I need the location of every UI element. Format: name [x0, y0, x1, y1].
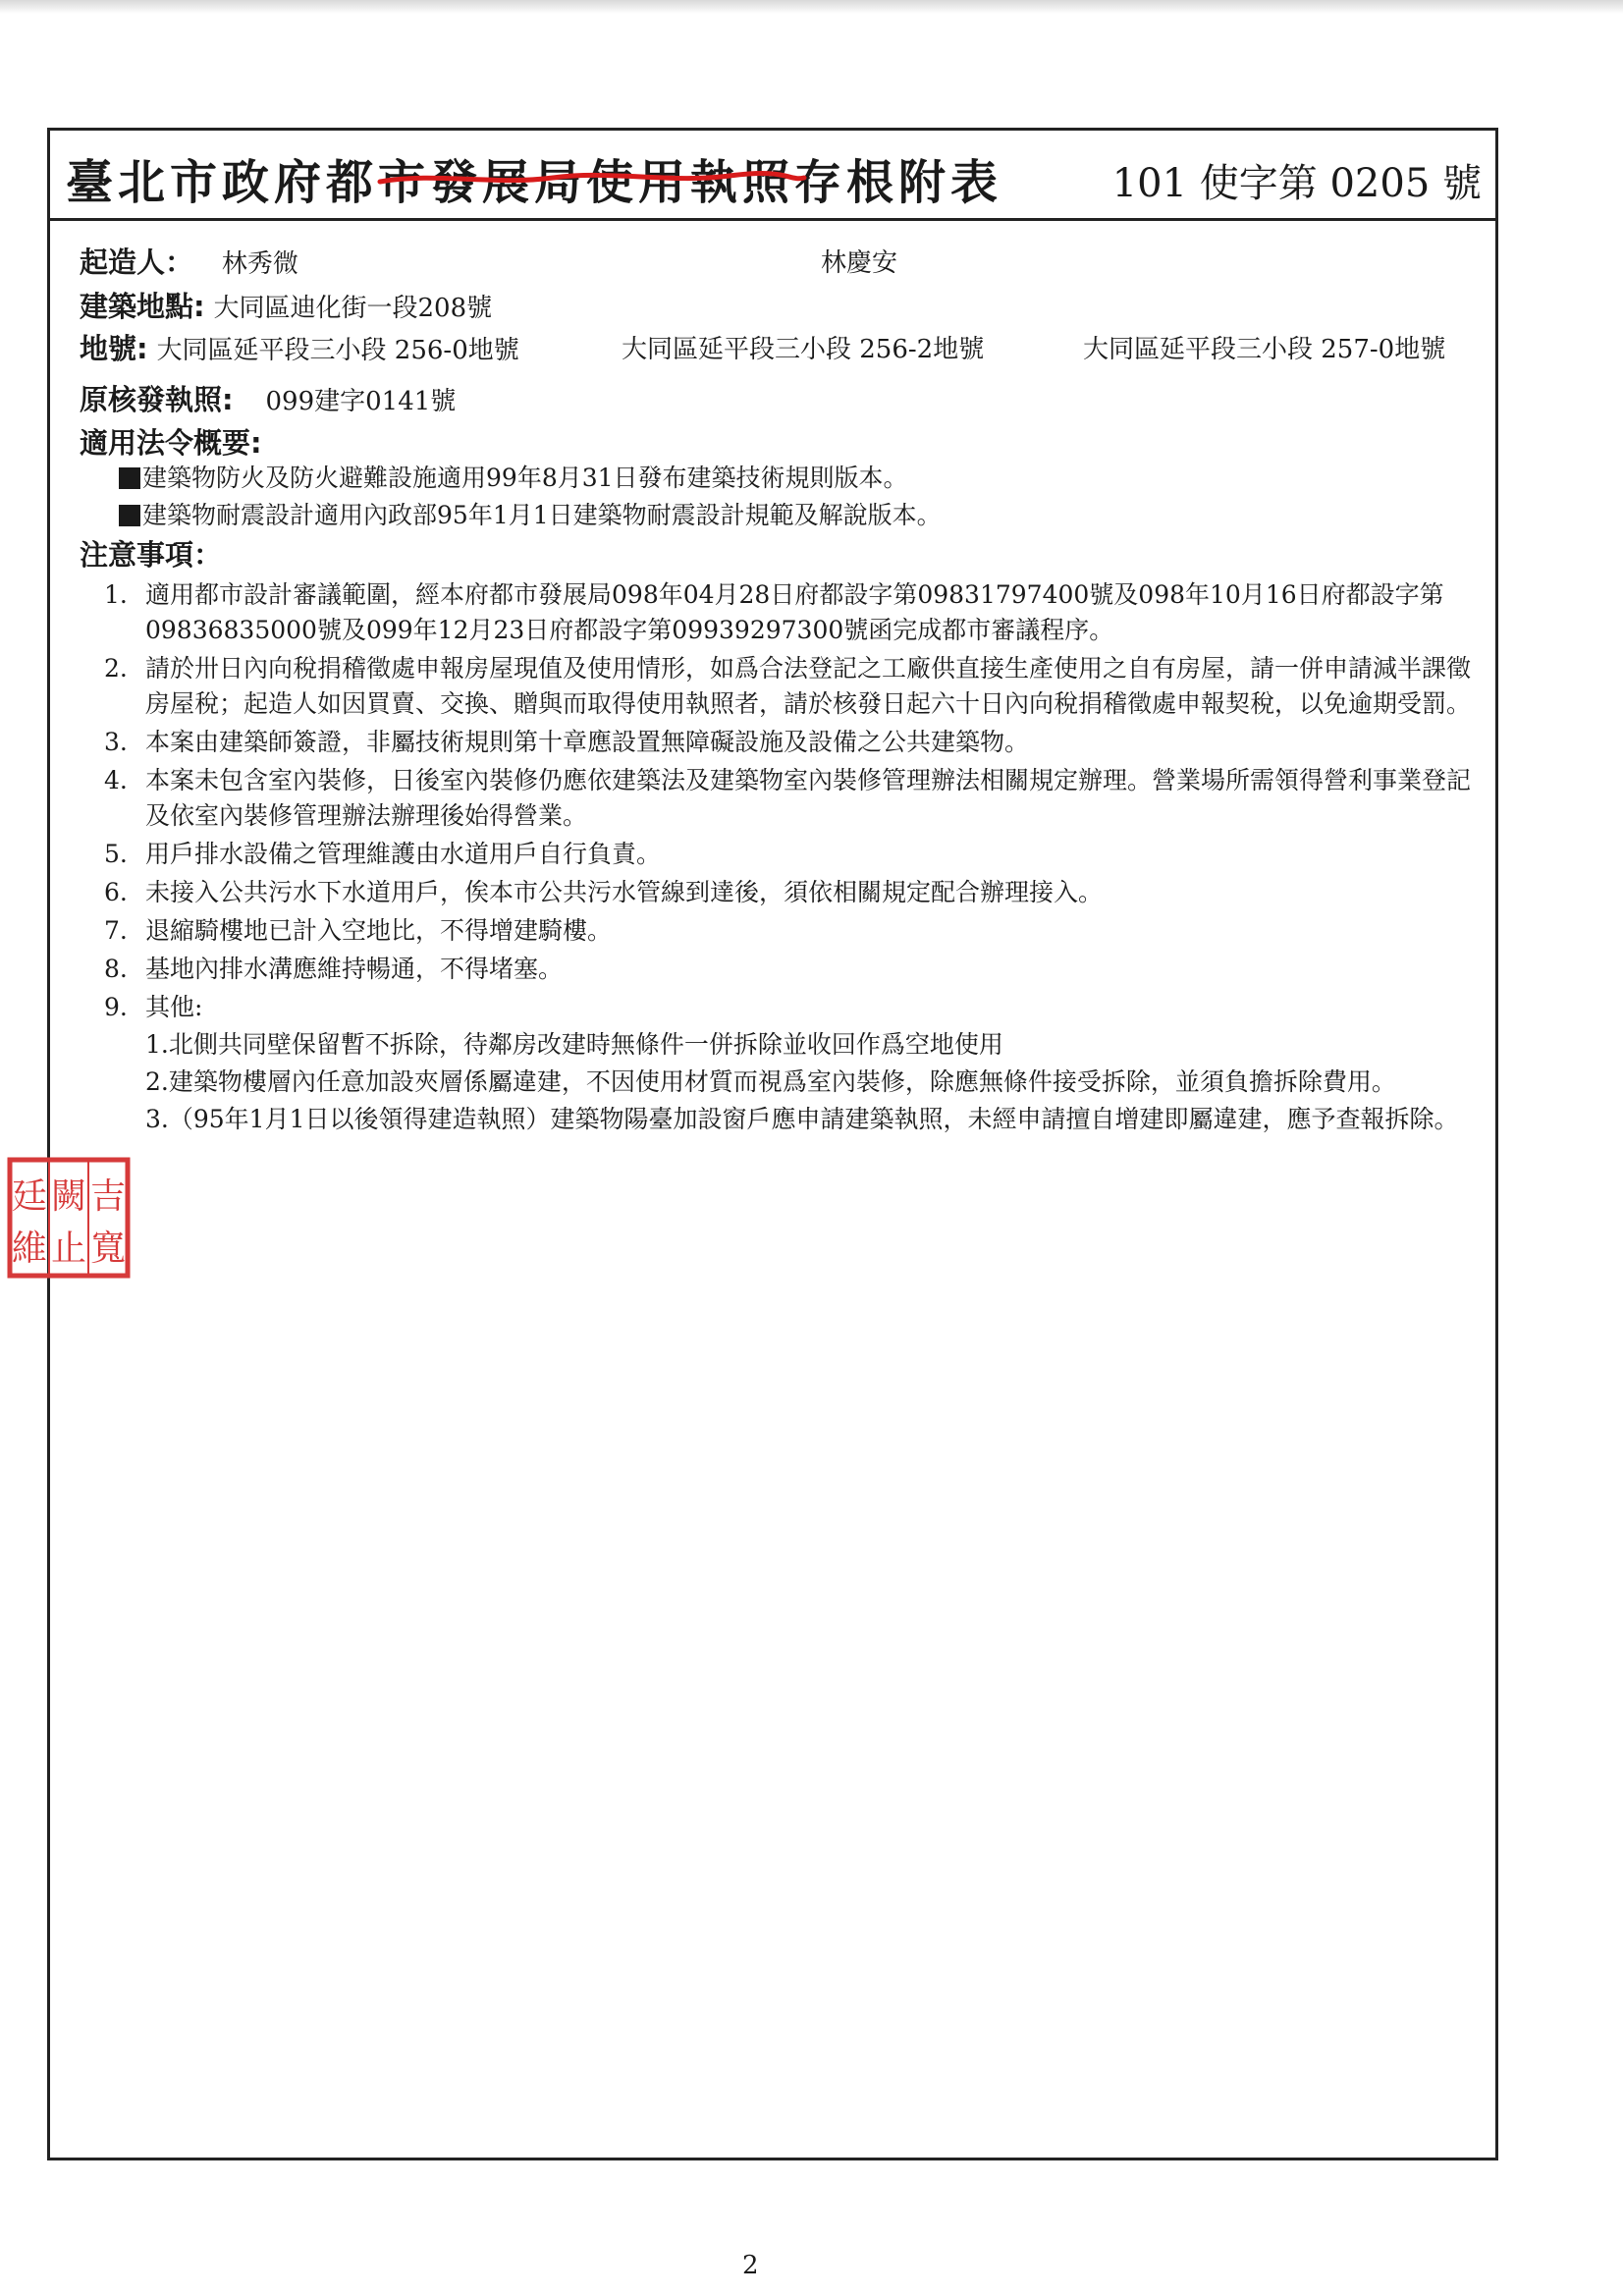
svg-text:吉: 吉	[89, 1176, 127, 1217]
lot-value-2: 大同區延平段三小段 256-2地號	[622, 335, 985, 364]
lot-label: 地號:	[80, 332, 148, 365]
note-number: 7.	[104, 916, 128, 945]
notes-list	[104, 577, 1484, 1140]
svg-text:止: 止	[50, 1229, 87, 1269]
note-text: 未接入公共污水下水道用戶，俟本市公共污水管線到達後，須依相關規定配合辦理接入。	[145, 878, 1104, 906]
page-number: 2	[742, 2251, 759, 2280]
site-row	[80, 285, 492, 325]
svg-text:闕: 闕	[50, 1176, 87, 1217]
red-seal-stamp	[4, 1154, 134, 1282]
note-text: 適用都市設計審議範圍，經本府都市發展局098年04月28日府都設字第09831797400號及098年10月16日府都設字第09836835000號及099年12月23日府都設字第09939297300號函完成都市審議程序。	[145, 580, 1444, 644]
note-number: 4.	[104, 766, 128, 794]
bullet-square-icon	[119, 467, 140, 489]
note-text: 其他:	[145, 993, 203, 1021]
scan-shadow	[0, 0, 1623, 14]
note-item	[104, 875, 1484, 910]
original-permit-row	[80, 378, 456, 418]
note-number: 1.	[104, 580, 128, 609]
red-strike-mark	[376, 164, 808, 193]
document-title: 臺北市政府都市發展局使用執照存根附表	[66, 155, 1003, 210]
law-item: 建築物防火及防火避難設施適用99年8月31日發布建築技術規則版本。	[119, 459, 908, 494]
note-text: 用戶排水設備之管理維護由水道用戶自行負責。	[145, 840, 662, 868]
lot-value-3: 大同區延平段三小段 257-0地號	[1083, 335, 1446, 364]
document-header	[50, 131, 1495, 221]
note-text: 退縮騎樓地已計入空地比，不得增建騎樓。	[145, 916, 613, 945]
note-text: 本案由建築師簽證，非屬技術規則第十章應設置無障礙設施及設備之公共建築物。	[145, 728, 1030, 756]
svg-text:維: 維	[11, 1229, 48, 1269]
note-number: 6.	[104, 878, 128, 906]
note-item	[104, 837, 1484, 872]
svg-text:廷: 廷	[11, 1176, 48, 1217]
law-item: 建築物耐震設計適用內政部95年1月1日建築物耐震設計規範及解說版本。	[119, 496, 942, 531]
lot-row	[80, 327, 519, 367]
builder-name-1: 林秀微	[221, 249, 298, 279]
lot-value-1: 大同區延平段三小段 256-0地號	[156, 336, 519, 365]
document-frame	[47, 128, 1498, 2160]
laws-label: 適用法令概要:	[80, 426, 262, 460]
builder-label: 起造人：	[80, 246, 194, 279]
builder-name-2: 林慶安	[821, 248, 898, 278]
note-item	[104, 577, 1484, 648]
builder-row	[80, 241, 298, 281]
note-number: 9.	[104, 993, 128, 1021]
original-permit-value: 099建字0141號	[265, 387, 457, 416]
other-item: 2.建築物樓層內任意加設夾層係屬違建，不因使用材質而視爲室內裝修，除應無條件接受拆除，並須負擔拆除費用。	[145, 1067, 1396, 1096]
notes-label: 注意事項：	[80, 538, 223, 572]
note-item	[104, 952, 1484, 987]
note-text: 基地內排水溝應維持暢通，不得堵塞。	[145, 955, 564, 983]
note-item	[104, 725, 1484, 760]
site-label: 建築地點:	[80, 290, 205, 323]
note-item	[104, 913, 1484, 949]
note-number: 3.	[104, 728, 128, 756]
other-item: 1.北側共同壁保留暫不拆除，待鄰房改建時無條件一併拆除並收回作爲空地使用	[145, 1030, 1003, 1059]
note-number: 2.	[104, 654, 128, 683]
note-text: 請於卅日內向稅捐稽徵處申報房屋現值及使用情形，如爲合法登記之工廠供直接生產使用之自有房屋，請一併申請減半課徵房屋稅；起造人如因買賣、交換、贈與而取得使用執照者，請於核發日起六十日內向稅捐稽徵處申報契稅，以免逾期受罰。	[145, 654, 1472, 718]
svg-text:寬: 寬	[89, 1229, 127, 1269]
note-item	[104, 990, 1484, 1137]
note-number: 8.	[104, 955, 128, 983]
note-item	[104, 651, 1484, 722]
bullet-square-icon	[119, 505, 140, 526]
licence-number: 101 使字第 0205 號	[1111, 161, 1482, 206]
original-permit-label: 原核發執照:	[80, 383, 234, 416]
note-item	[104, 763, 1484, 834]
site-value: 大同區迪化街一段208號	[213, 294, 493, 323]
other-item: 3.（95年1月1日以後領得建造執照）建築物陽臺加設窗戶應申請建築執照，未經申請擅自增建即屬違建，應予查報拆除。	[145, 1105, 1459, 1133]
note-text: 本案未包含室內裝修，日後室內裝修仍應依建築法及建築物室內裝修管理辦法相關規定辦理。營業場所需領得營利事業登記及依室內裝修管理辦法辦理後始得營業。	[145, 766, 1472, 830]
note-number: 5.	[104, 840, 128, 868]
